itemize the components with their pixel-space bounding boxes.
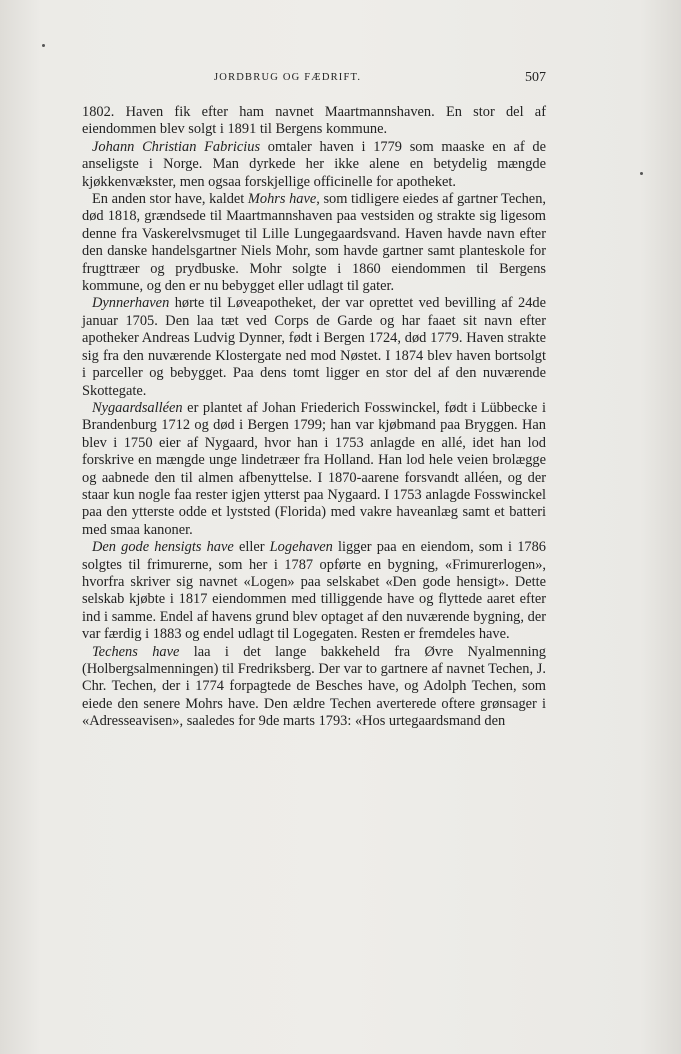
- text-run: ligger paa en eiendom, som i 1786 solgtes til frimurerne, som her i 1787 opførte en bygning, «Frimurerlogen», hvorfra skriver sig navnet «Logen» paa selskabet «Den gode hensigt». Dette selskab kjøbte i 1817 eiendommen med tilliggende have og flyttede aaret efter ind i samme. Endel af havens grund blev optaget af den nuværende bygning, der var færdig i 1883 og endel udlagt til Logegaten. Resten er fremdeles have.: [82, 539, 546, 643]
- italic-run: Nygaardsalléen: [92, 399, 183, 416]
- text-run: , som tidligere eiedes af gartner Techen, død 1818, grændsede til Maartmannshaven paa vestsiden og strakte sig ligesom denne fra Vaskerelvsmuget til Lille Lungegaardsvand. Haven havde navn efter den danske handelsgartner Niels Mohr, som havde gartner samt planteskole for frugttræer og prydbuske. Mohr solgte i 1860 eiendommen til Bergens kommune, og den er nu bebygget eller udlagt til gater.: [82, 191, 546, 295]
- paragraph: [82, 139, 546, 191]
- paragraph: [82, 295, 546, 399]
- italic-run: Logehaven: [269, 539, 333, 556]
- text-run: hørte til Løveapotheket, der var oprettet ved bevilling af 24de januar 1705. Den laa tæt ved Corps de Garde og har faaet sit navn efter apotheker Andreas Ludvig Dynner, født i Bergen 1724, død 1779. Haven strakte sig fra den nuværende Klostergate ned mod Nøstet. I 1874 blev haven bortsolgt i parceller og bebygget. Paa dens tomt ligger en stor del af den nuværende Skottegate.: [82, 295, 546, 399]
- text-run: eller: [233, 539, 270, 556]
- body-text: [82, 104, 546, 731]
- paragraph: [82, 644, 546, 731]
- running-title: JORDBRUG OG FÆDRIFT.: [214, 72, 362, 83]
- speck-mark: [42, 44, 45, 47]
- italic-run: Techens have: [92, 643, 180, 660]
- paragraph: [82, 191, 546, 295]
- text-run: En anden stor have, kaldet: [92, 191, 248, 208]
- paragraph: [82, 539, 546, 643]
- page-number: 507: [525, 70, 546, 85]
- page-header: [82, 72, 546, 88]
- italic-run: Dynnerhaven: [92, 295, 170, 312]
- paragraph: [82, 400, 546, 539]
- speck-mark: [640, 172, 643, 175]
- text-run: laa i det lange bakkeheld fra Øvre Nyalmenning (Holbergsalmenningen) til Fredriksberg. Der var to gartnere af navnet Techen, J. Chr. Techen, der i 1774 forpagtede de Besches have, og Adolph Techen, som eiede den senere Mohrs have. Den ældre Techen averterede oftere grønsager i «Adresseavisen», saaledes for 9de marts 1793: «Hos urtegaardsmand den: [82, 643, 546, 730]
- text-run: 1802. Haven fik efter ham navnet Maartmannshaven. En stor del af eiendommen blev solgt i 1891 til Bergens kommune.: [82, 104, 546, 138]
- italic-run: Mohrs have: [247, 191, 317, 208]
- text-run: er plantet af Johan Friederich Fosswinckel, født i Lübbecke i Brandenburg 1712 og død i Bergen 1799; han var kjøbmand paa Bryggen. Han blev i 1750 eier af Nygaard, hvor han i 1753 anlagde en allé, idet han lod forskrive en mængde unge lindetræer fra Holland. Han lod hele veien brolægge og aabnede den til almen afbenyttelse. I 1870-aarene forsvandt alléen, og der staar kun nogle faa rester igjen ytterst paa Nygaard. I 1753 anlagde Fosswinckel paa den ytterste odde et lyststed (Florida) med vakre haveanlæg samt et batteri med smaa kanoner.: [82, 399, 546, 538]
- paragraph: [82, 104, 546, 139]
- text-run: omtaler haven i 1779 som maaske en af de anseligste i Norge. Man dyrkede her ikke alene en betydelig mængde kjøkkenvækster, men ogsaa forskjellige officinelle for apotheket.: [82, 138, 546, 190]
- italic-run: Johann Christian Fabricius: [92, 138, 261, 155]
- italic-run: Den gode hensigts have: [92, 539, 234, 556]
